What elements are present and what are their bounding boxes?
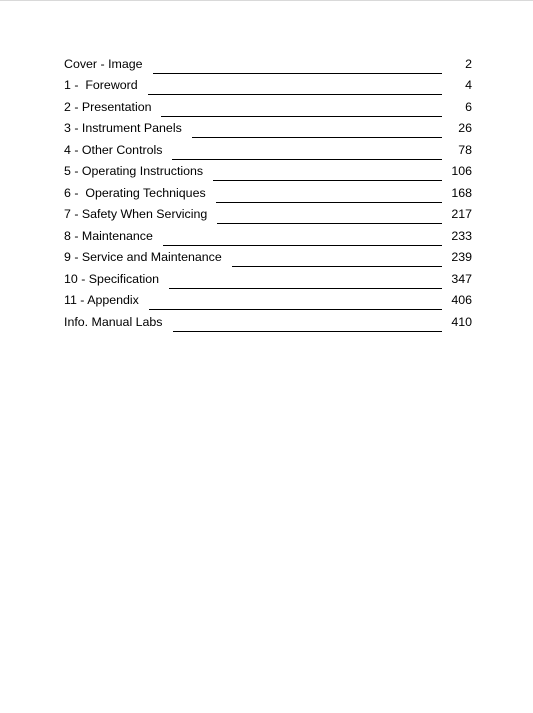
- toc-entry-title: Info. Manual Labs: [64, 314, 163, 329]
- toc-entry-title: 7 - Safety When Servicing: [64, 207, 208, 221]
- toc-entry-page: 168: [451, 185, 472, 200]
- toc-leader-line: [232, 266, 442, 267]
- toc-entry-title: 3 - Instrument Panels: [64, 121, 182, 135]
- toc-entry-title: 8 - Maintenance: [64, 228, 153, 243]
- toc-entry-title: 4 - Other Controls: [64, 142, 163, 157]
- toc-entry-appendix[interactable]: [64, 288, 472, 310]
- toc-leader-line: [173, 331, 442, 332]
- toc-entry-other-controls[interactable]: [64, 137, 472, 159]
- toc-entry-title: 1 - Foreword: [64, 78, 138, 92]
- toc-entry-cover-image[interactable]: [64, 51, 472, 73]
- toc-entry-operating-instructions[interactable]: [64, 159, 472, 181]
- toc-entry-title: 6 - Operating Techniques: [64, 185, 206, 200]
- toc-leader-line: [148, 94, 442, 95]
- toc-leader-line: [161, 116, 442, 117]
- toc-leader-line: [217, 223, 442, 224]
- toc-leader-line: [216, 202, 442, 203]
- toc-entry-title: 11 - Appendix: [64, 293, 139, 307]
- toc-leader-line: [149, 309, 442, 310]
- toc-entry-page: 347: [451, 271, 472, 286]
- toc-entry-foreword[interactable]: [64, 73, 472, 95]
- toc-leader-line: [163, 245, 442, 246]
- toc-entry-page: 406: [451, 293, 472, 307]
- toc-leader-line: [213, 180, 442, 181]
- toc-entry-title: 9 - Service and Maintenance: [64, 250, 222, 264]
- toc-entry-instrument-panels[interactable]: [64, 116, 472, 138]
- toc-entry-page: 4: [465, 78, 472, 92]
- toc-entry-safety-when-servicing[interactable]: [64, 202, 472, 224]
- toc-entry-title: 5 - Operating Instructions: [64, 164, 204, 178]
- toc-entry-page: 217: [451, 207, 472, 221]
- toc-entry-presentation[interactable]: [64, 94, 472, 116]
- toc-leader-line: [169, 288, 442, 289]
- toc-entry-title: 2 - Presentation: [64, 99, 152, 114]
- toc-entry-page: 6: [465, 99, 472, 114]
- toc-entry-info-manual-labs[interactable]: [64, 309, 472, 331]
- toc-entry-specification[interactable]: [64, 266, 472, 288]
- toc-leader-line: [153, 73, 442, 74]
- toc-entry-page: 2: [465, 56, 472, 71]
- toc-leader-line: [172, 159, 442, 160]
- toc-entry-page: 233: [451, 228, 472, 243]
- table-of-contents: [64, 51, 472, 331]
- toc-entry-page: 410: [451, 314, 472, 329]
- toc-entry-page: 26: [458, 121, 472, 135]
- toc-entry-maintenance[interactable]: [64, 223, 472, 245]
- toc-entry-operating-techniques[interactable]: [64, 180, 472, 202]
- toc-leader-line: [192, 137, 442, 138]
- toc-entry-title: Cover - Image: [64, 56, 143, 71]
- toc-entry-page: 78: [458, 142, 472, 157]
- toc-entry-page: 239: [451, 250, 472, 264]
- toc-entry-title: 10 - Specification: [64, 271, 160, 286]
- toc-entry-service-and-maintenance[interactable]: [64, 245, 472, 267]
- toc-entry-page: 106: [451, 164, 472, 178]
